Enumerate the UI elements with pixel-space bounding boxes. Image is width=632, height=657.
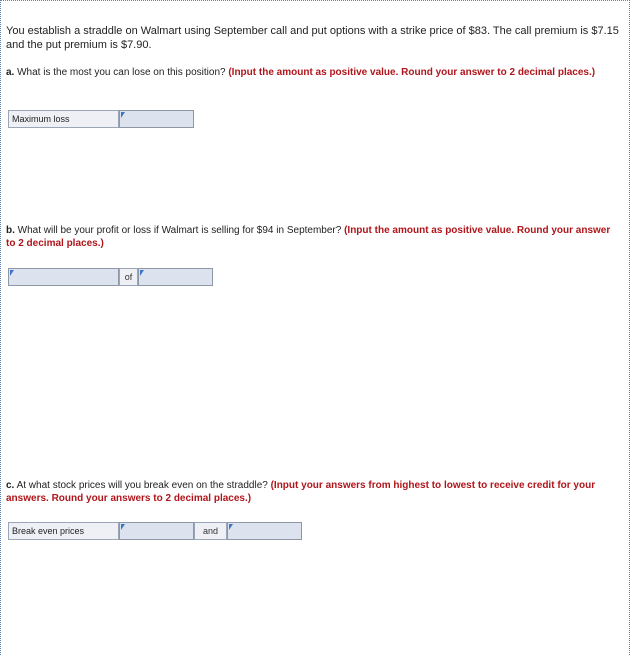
answer-row-a [8,110,194,128]
break-even-high-input[interactable] [120,523,193,539]
break-even-high-cell[interactable] [119,522,194,540]
question-b-text: What will be your profit or loss if Walmart is selling for $94 in September? [14,225,345,236]
question-a [6,66,622,79]
problem-intro: You establish a straddle on Walmart using September call and put options with a strike price of $83. The call premium is $7.15 and the put premium is $7.90. [6,25,619,51]
break-even-low-cell[interactable] [227,522,302,540]
of-separator: of [119,268,138,286]
question-b-instruction: (Input the amount as positive value. Round your answer to 2 decimal places.) [6,225,611,249]
profit-loss-select[interactable] [9,269,118,285]
profit-loss-amount-cell[interactable] [138,268,213,286]
question-a-instruction: (Input the amount as positive value. Round your answer to 2 decimal places.) [228,67,596,78]
question-b-letter: b. [6,225,15,236]
question-c [6,479,622,505]
maximum-loss-label: Maximum loss [8,110,119,128]
maximum-loss-input[interactable] [120,111,193,127]
question-b [6,224,622,250]
question-c-letter: c. [6,480,15,491]
and-separator: and [194,522,227,540]
answer-row-c [8,522,302,540]
profit-loss-amount-input[interactable] [139,269,212,285]
break-even-label: Break even prices [8,522,119,540]
break-even-low-input[interactable] [228,523,301,539]
answer-row-b [8,268,213,286]
maximum-loss-cell[interactable] [119,110,194,128]
profit-loss-select-cell[interactable] [8,268,119,286]
question-c-instruction: (Input your answers from highest to lowest to receive credit for your answers. Round your answers to 2 decimal places.) [6,480,596,504]
question-a-letter: a. [6,67,15,78]
question-c-text: At what stock prices will you break even on the straddle? [14,480,271,491]
question-a-text: What is the most you can lose on this position? [14,67,229,78]
